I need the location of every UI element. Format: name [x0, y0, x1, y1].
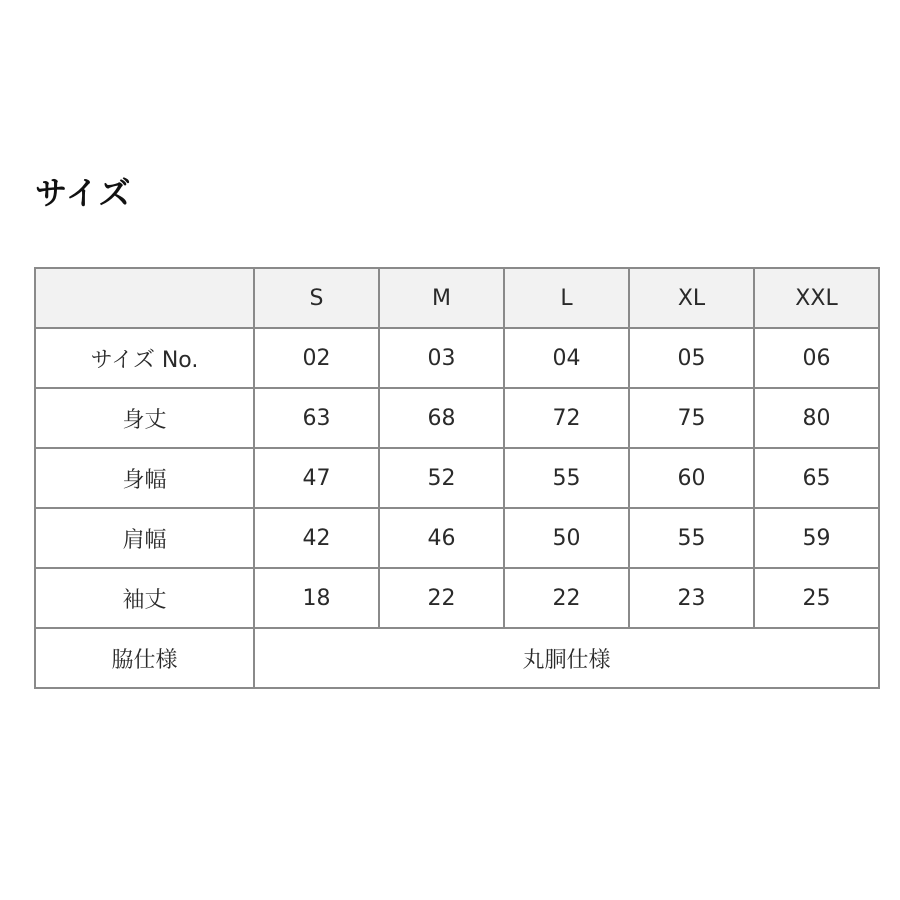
table-row-side-spec	[35, 628, 879, 688]
header-size-xxl: XXL	[754, 268, 879, 328]
table-cell: 46	[379, 508, 504, 568]
header-size-l: L	[504, 268, 629, 328]
table-cell: 55	[504, 448, 629, 508]
table-cell: 50	[504, 508, 629, 568]
header-size-s: S	[254, 268, 379, 328]
table-cell: 55	[629, 508, 754, 568]
row-label: 身幅	[35, 448, 254, 508]
table-cell: 04	[504, 328, 629, 388]
table-cell: 52	[379, 448, 504, 508]
table-cell: 03	[379, 328, 504, 388]
table-cell: 06	[754, 328, 879, 388]
row-label: 身丈	[35, 388, 254, 448]
header-size-xl: XL	[629, 268, 754, 328]
table-row	[35, 388, 879, 448]
row-label: 袖丈	[35, 568, 254, 628]
header-corner-cell	[35, 268, 254, 328]
row-label: サイズ No.	[35, 328, 254, 388]
size-table	[34, 267, 880, 689]
table-cell: 22	[379, 568, 504, 628]
table-cell: 68	[379, 388, 504, 448]
table-row	[35, 508, 879, 568]
table-cell: 47	[254, 448, 379, 508]
table-row	[35, 328, 879, 388]
table-cell: 75	[629, 388, 754, 448]
table-cell: 23	[629, 568, 754, 628]
header-size-m: M	[379, 268, 504, 328]
side-spec-value: 丸胴仕様	[254, 628, 879, 688]
table-cell: 42	[254, 508, 379, 568]
table-row	[35, 568, 879, 628]
table-cell: 22	[504, 568, 629, 628]
table-cell: 80	[754, 388, 879, 448]
page-title: サイズ	[35, 174, 132, 212]
table-cell: 05	[629, 328, 754, 388]
table-row	[35, 448, 879, 508]
table-cell: 18	[254, 568, 379, 628]
table-header-row	[35, 268, 879, 328]
table-cell: 60	[629, 448, 754, 508]
row-label: 肩幅	[35, 508, 254, 568]
row-label: 脇仕様	[35, 628, 254, 688]
table-cell: 59	[754, 508, 879, 568]
table-cell: 25	[754, 568, 879, 628]
table-cell: 65	[754, 448, 879, 508]
table-cell: 63	[254, 388, 379, 448]
table-cell: 02	[254, 328, 379, 388]
table-cell: 72	[504, 388, 629, 448]
